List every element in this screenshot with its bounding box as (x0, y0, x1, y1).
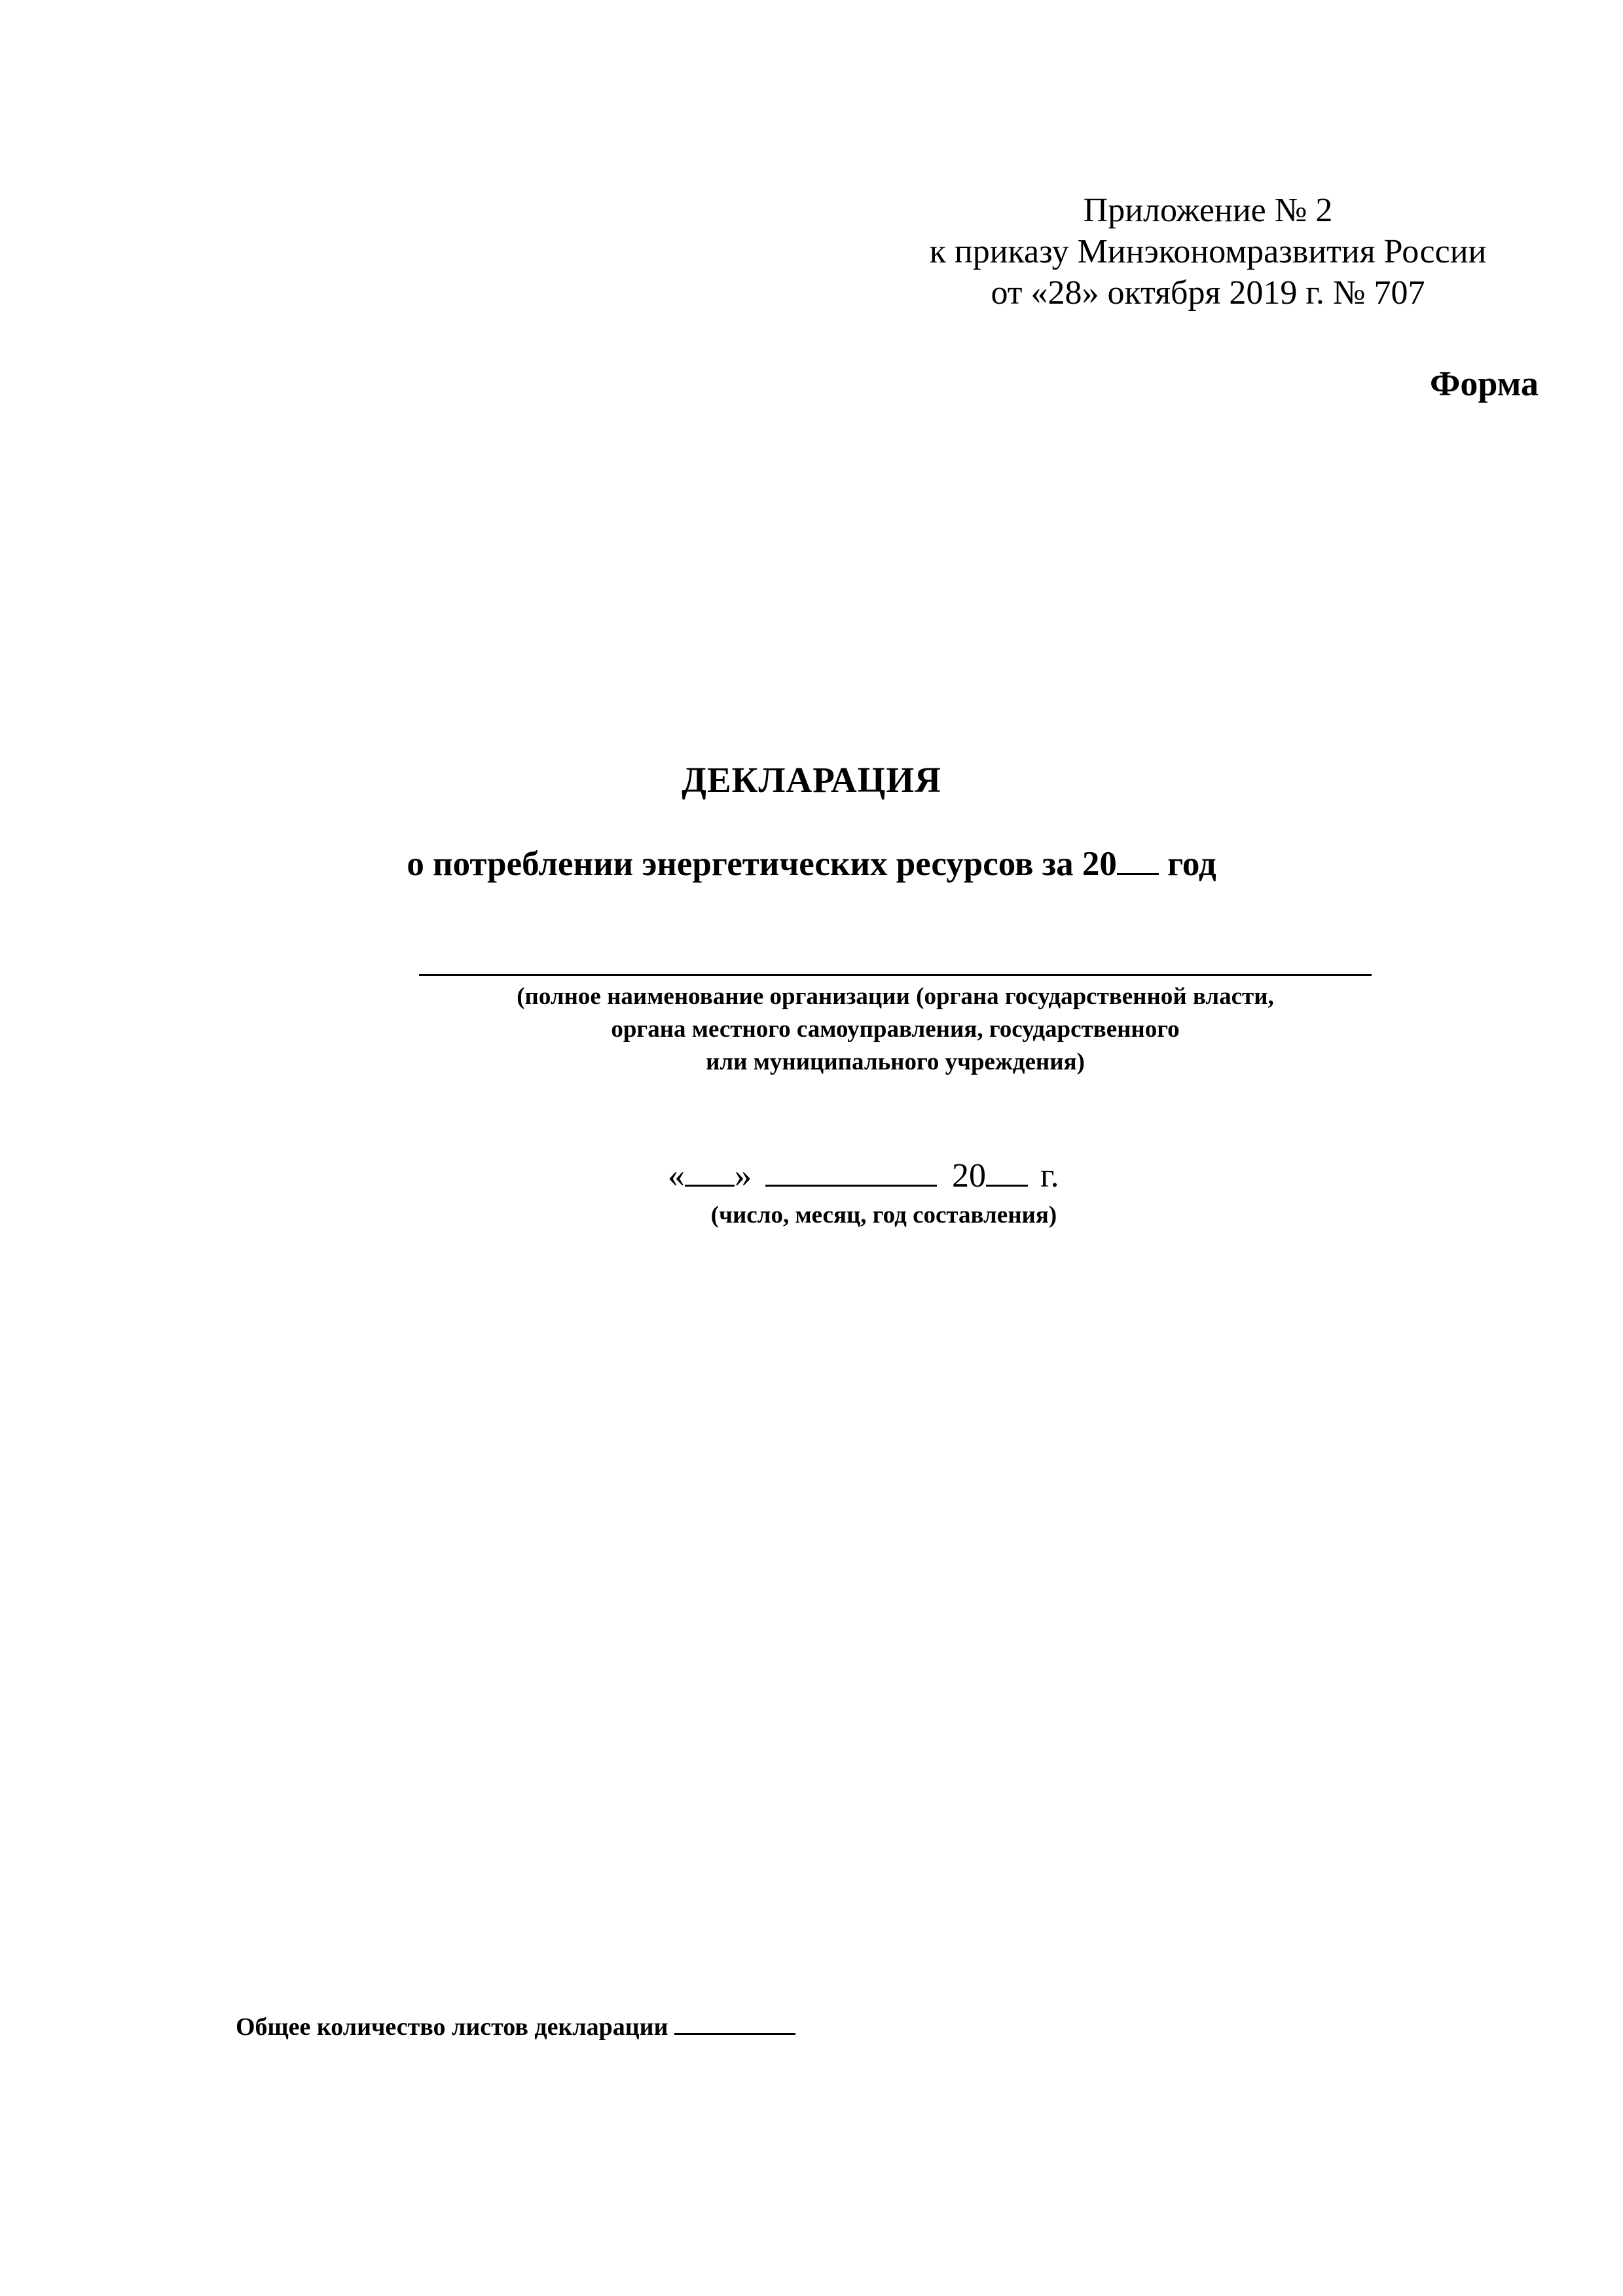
day-blank[interactable] (685, 1156, 735, 1187)
month-blank[interactable] (765, 1156, 937, 1187)
sheets-count-blank[interactable] (674, 2011, 795, 2035)
form-label: Форма (1429, 364, 1539, 403)
appendix-order-reference: к приказу Минэкономразвития России (929, 233, 1487, 270)
document-title: ДЕКЛАРАЦИЯ (682, 760, 941, 800)
date-year-suffix: г. (1032, 1157, 1059, 1194)
date-field-row (668, 1156, 1126, 1195)
document-subtitle (0, 844, 1623, 884)
appendix-number: Приложение № 2 (1083, 192, 1333, 229)
date-year-blank[interactable] (986, 1156, 1028, 1187)
appendix-order-date: от «28» октября 2019 г. № 707 (991, 274, 1425, 312)
date-caption: (число, месяц, год составления) (710, 1202, 1057, 1229)
date-close-quote: » (735, 1157, 752, 1194)
date-open-quote: « (668, 1157, 685, 1194)
date-year-prefix: 20 (952, 1157, 986, 1194)
organization-name-field[interactable] (419, 974, 1372, 976)
year-blank[interactable] (1117, 847, 1159, 875)
subtitle-year-word: год (1158, 845, 1216, 883)
organization-caption (419, 980, 1372, 1079)
sheets-count-label: Общее количество листов декларации (236, 2013, 668, 2041)
appendix-header (877, 190, 1539, 314)
organization-caption-line: или муниципального учреждения) (706, 1049, 1085, 1075)
organization-caption-line: органа местного самоуправления, государственного (611, 1016, 1180, 1043)
organization-caption-line: (полное наименование организации (органа государственной власти, (517, 983, 1274, 1010)
sheets-count-row (236, 2011, 795, 2041)
subtitle-text: о потреблении энергетических ресурсов за 20 (407, 845, 1117, 883)
